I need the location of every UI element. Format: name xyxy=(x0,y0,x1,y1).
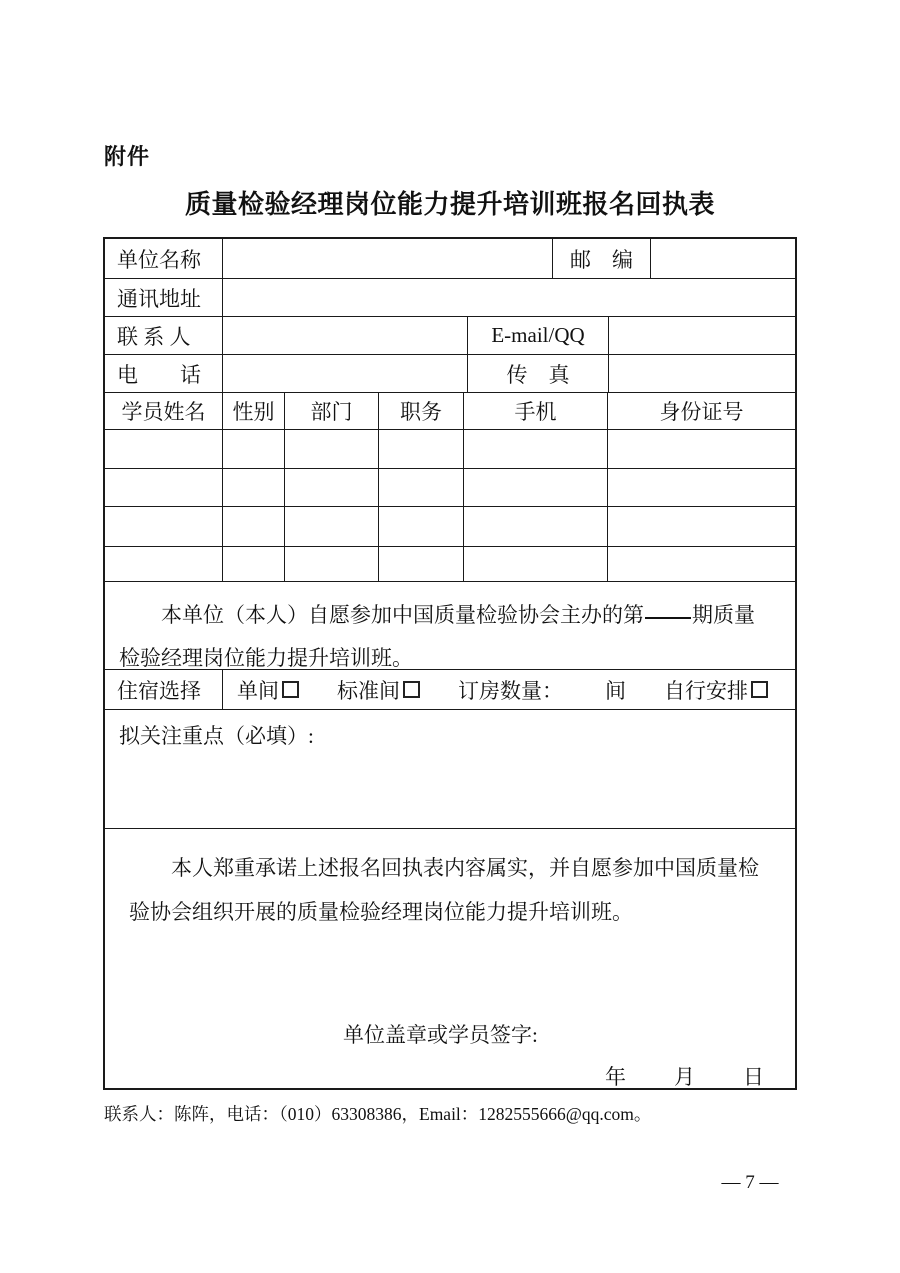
student-row xyxy=(105,430,795,469)
commitment-row xyxy=(105,829,795,1092)
postal-code-label: 邮 编 xyxy=(553,239,651,278)
student-cell[interactable] xyxy=(285,430,379,468)
contact-label: 联 系 人 xyxy=(105,317,223,354)
student-cell[interactable] xyxy=(105,469,223,506)
single-room-option: 单间 xyxy=(237,675,299,705)
student-cell[interactable] xyxy=(379,430,464,468)
header-position: 职务 xyxy=(379,393,464,429)
student-cell[interactable] xyxy=(608,547,795,581)
commitment-text: 本人郑重承诺上述报名回执表内容属实，并自愿参加中国质量检验协会组织开展的质量检验经理岗位能力提升培训班。 xyxy=(129,856,759,924)
email-qq-label: E-mail/QQ xyxy=(468,317,609,354)
row-phone xyxy=(105,355,795,393)
phone-input-cell[interactable] xyxy=(223,355,468,392)
student-cell[interactable] xyxy=(379,507,464,546)
focus-row xyxy=(105,710,795,829)
student-cell[interactable] xyxy=(464,430,608,468)
student-cell[interactable] xyxy=(464,507,608,546)
attachment-label: 附件 xyxy=(104,144,151,169)
row-contact xyxy=(105,317,795,355)
session-number-blank[interactable] xyxy=(645,615,691,619)
student-cell[interactable] xyxy=(608,469,795,506)
fax-input-cell[interactable] xyxy=(609,355,795,392)
student-cell[interactable] xyxy=(105,547,223,581)
student-cell[interactable] xyxy=(608,507,795,546)
postal-code-input-cell[interactable] xyxy=(651,239,795,278)
booking-qty-label: 订房数量： xyxy=(458,678,563,703)
lodging-label: 住宿选择 xyxy=(105,670,223,709)
statement-cell xyxy=(105,582,773,669)
student-cell[interactable] xyxy=(223,547,285,581)
row-address xyxy=(105,279,795,317)
page-title: 质量检验经理岗位能力提升培训班报名回执表 xyxy=(184,189,715,219)
footer-contact-info: 联系人：陈阵，电话：（010）63308386，Email：1282555666@qq.com。 xyxy=(104,1104,652,1124)
header-mobile: 手机 xyxy=(464,393,608,429)
student-cell[interactable] xyxy=(379,469,464,506)
header-gender: 性别 xyxy=(223,393,285,429)
signature-label[interactable]: 单位盖章或学员签字: xyxy=(343,1023,538,1047)
statement-text: 本单位（本人）自愿参加中国质量检验协会主办的第 期质量检验经理岗位能力提升培训班。 xyxy=(119,603,755,670)
student-cell[interactable] xyxy=(379,547,464,581)
focus-label: 拟关注重点（必填）: xyxy=(119,724,314,748)
standard-room-checkbox[interactable] xyxy=(403,681,420,698)
header-department: 部门 xyxy=(285,393,379,429)
student-cell[interactable] xyxy=(105,507,223,546)
address-input-cell[interactable] xyxy=(223,279,795,316)
header-student-name: 学员姓名 xyxy=(105,393,223,429)
single-room-checkbox[interactable] xyxy=(282,681,299,698)
self-arrange-checkbox[interactable] xyxy=(751,681,768,698)
row-unit-name xyxy=(105,239,795,279)
student-cell[interactable] xyxy=(285,507,379,546)
email-qq-input-cell[interactable] xyxy=(609,317,795,354)
student-row xyxy=(105,547,795,582)
student-cell[interactable] xyxy=(223,507,285,546)
contact-input-cell[interactable] xyxy=(223,317,468,354)
commitment-cell xyxy=(105,829,795,1092)
focus-input-cell[interactable] xyxy=(105,710,328,828)
student-cell[interactable] xyxy=(223,430,285,468)
student-cell[interactable] xyxy=(105,430,223,468)
unit-name-input-cell[interactable] xyxy=(223,239,553,278)
self-arrange-option: 自行安排 xyxy=(664,675,768,705)
student-cell[interactable] xyxy=(285,469,379,506)
lodging-options xyxy=(223,670,795,709)
student-cell[interactable] xyxy=(608,430,795,468)
student-cell[interactable] xyxy=(223,469,285,506)
rooms-unit-label: 间 xyxy=(605,678,626,703)
registration-form-table xyxy=(103,237,797,1090)
page-number: — 7 — xyxy=(721,1172,779,1193)
student-cell[interactable] xyxy=(464,469,608,506)
unit-name-label: 单位名称 xyxy=(105,239,223,278)
statement-row xyxy=(105,582,795,670)
address-label: 通讯地址 xyxy=(105,279,223,316)
fax-label: 传 真 xyxy=(468,355,609,392)
student-cell[interactable] xyxy=(464,547,608,581)
date-line[interactable]: 年 月 日 xyxy=(605,1065,766,1089)
student-row xyxy=(105,507,795,547)
student-cell[interactable] xyxy=(285,547,379,581)
standard-room-option: 标准间 xyxy=(337,675,420,705)
students-header-row xyxy=(105,393,795,430)
student-row xyxy=(105,469,795,507)
phone-label: 电 话 xyxy=(105,355,223,392)
header-id-number: 身份证号 xyxy=(659,400,744,424)
lodging-row xyxy=(105,670,795,710)
